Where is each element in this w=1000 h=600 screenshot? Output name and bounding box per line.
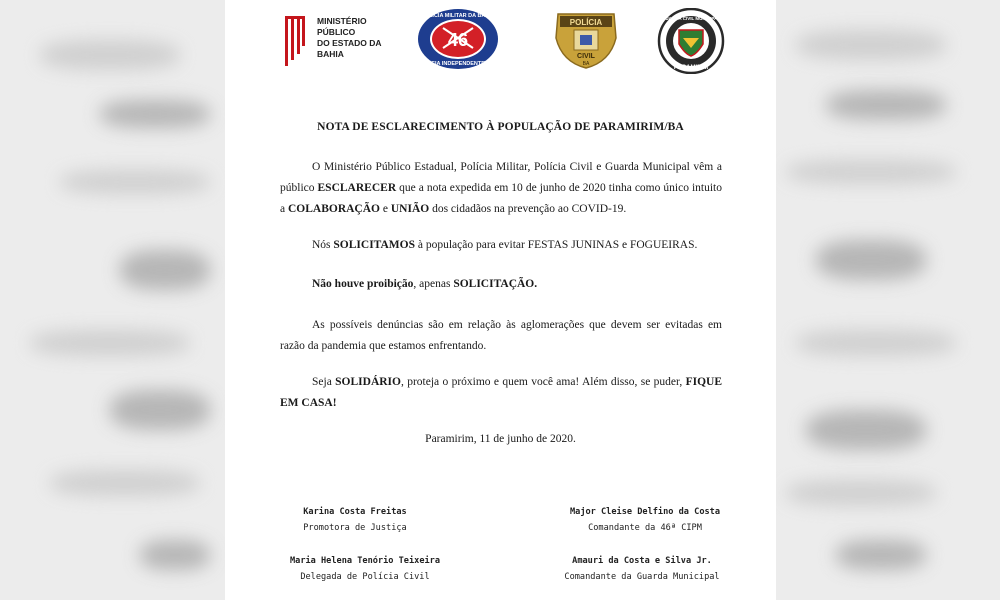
bold-text-run: Não houve proibição (312, 278, 414, 290)
signatory-role: Comandante da Guarda Municipal (564, 572, 720, 582)
signatory-role: Delegada de Polícia Civil (300, 572, 430, 582)
document-title: NOTA DE ESCLARECIMENTO À POPULAÇÃO DE PARAMIRIM/BA (317, 121, 684, 133)
text-run: , apenas (413, 278, 454, 290)
bold-text-run: UNIÃO (390, 203, 430, 215)
signatory-name: Maria Helena Tenório Teixeira (289, 556, 441, 566)
signature-block (545, 507, 745, 533)
mp-text-line-2: DO ESTADO DA BAHIA (317, 38, 382, 59)
text-run: dos cidadãos na prevenção ao COVID-19. (429, 203, 627, 215)
document-page (225, 0, 776, 600)
pc-logo-top-text: POLÍCIA (569, 18, 603, 27)
signature-block (280, 507, 430, 533)
text-run: que a nota expedida em 10 de junho de 2020 tinha como único intuito a (280, 182, 722, 215)
ministerio-publico-emblem-icon (283, 14, 307, 68)
text-run: , proteja o próximo e quem você ama! Além disso, se puder, (400, 376, 686, 388)
mp-text-line-1: MINISTÉRIO PÚBLICO (317, 16, 367, 37)
blurred-background-left (0, 0, 225, 600)
gm-logo-top-text: GUARDA CIVIL MUNICIPAL (661, 16, 721, 21)
paragraph-3 (280, 274, 722, 295)
paragraph-5 (280, 372, 722, 414)
text-run: Nós (312, 239, 334, 251)
bold-text-run: SOLIDÁRIO (335, 376, 401, 388)
pm-logo-number: 46 (447, 30, 469, 50)
policia-militar-46-cia-logo (417, 8, 499, 70)
guarda-civil-municipal-logo (657, 8, 725, 74)
blurred-background-right (776, 0, 1000, 600)
signature-block (280, 556, 450, 582)
gm-logo-bottom-text: PARAMIRIM (673, 65, 709, 71)
text-run: As possíveis denúncias são em relação às aglomerações que devem ser evitadas em razão da pandemia que estamos enfrentando. (280, 319, 722, 352)
text-run: O Ministério Público Estadual, Polícia Militar, Polícia Civil e Guarda Municipal vêm a público (280, 161, 722, 194)
paragraph-1 (280, 157, 722, 220)
bold-text-run: ESCLARECER (317, 182, 397, 194)
ministerio-publico-logo (283, 14, 393, 74)
ministerio-publico-text (317, 16, 397, 60)
bold-text-run: SOLICITAMOS (333, 239, 415, 251)
pm-logo-top-text: POLÍCIA MILITAR DA BAHIA (421, 13, 495, 19)
signatory-role: Promotora de Justiça (303, 523, 407, 533)
document-date: Paramirim, 11 de junho de 2020. (425, 433, 576, 445)
bold-text-run: COLABORAÇÃO (287, 203, 380, 215)
logo-row (225, 8, 776, 74)
bold-text-run: FIQUE EM CASA! (280, 376, 722, 409)
text-run: à população para evitar FESTAS JUNINAS e FOGUEIRAS. (415, 239, 698, 251)
paragraph-4 (280, 315, 722, 357)
pm-logo-bottom-text: CIA INDEPENDENTE (431, 61, 485, 67)
bold-text-run: SOLICITAÇÃO. (453, 278, 538, 290)
pc-logo-bottom-text: BA (582, 61, 590, 67)
signatory-name: Karina Costa Freitas (303, 507, 407, 517)
signature-block (537, 556, 747, 582)
paragraph-2 (280, 235, 722, 256)
text-run: Seja (312, 376, 336, 388)
signatory-name: Amauri da Costa e Silva Jr. (572, 556, 712, 566)
text-run: e (380, 203, 391, 215)
pc-logo-middle-text: CIVIL (577, 53, 595, 60)
signatory-name: Major Cleise Delfino da Costa (569, 507, 721, 517)
signatory-role: Comandante da 46ª CIPM (588, 523, 702, 533)
policia-civil-badge-logo (550, 8, 622, 70)
